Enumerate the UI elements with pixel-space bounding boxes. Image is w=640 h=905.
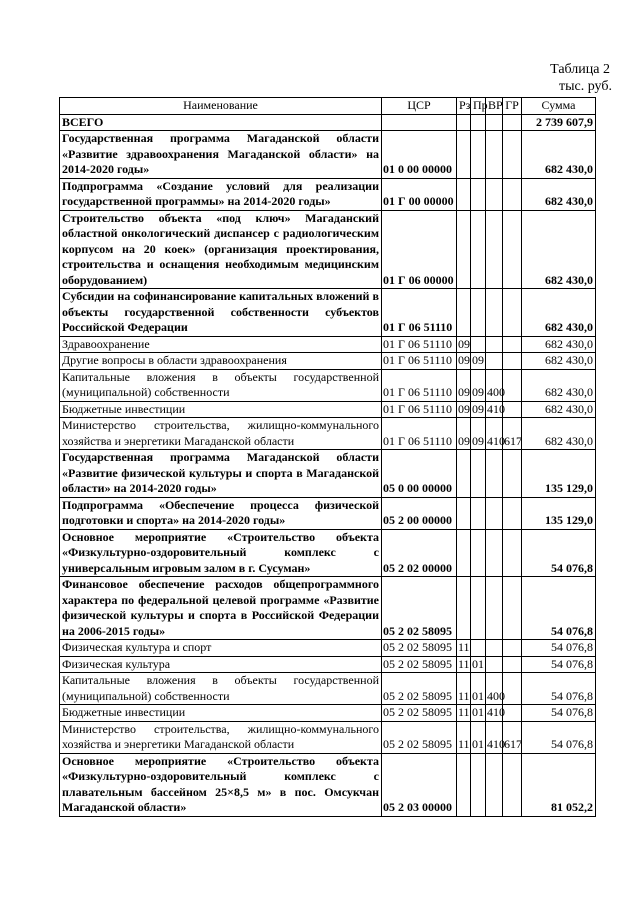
row-name: Бюджетные инвестиции bbox=[60, 705, 382, 722]
row-csr: 05 2 02 58095 bbox=[382, 673, 457, 705]
row-gr bbox=[503, 114, 522, 131]
table-row bbox=[60, 369, 596, 401]
row-rz: 09 bbox=[457, 369, 471, 401]
row-sum: 682 430,0 bbox=[522, 210, 596, 289]
row-name: Государственная программа Магаданской области «Развитие здравоохранения Магаданской области» на 2014-2020 годы» bbox=[60, 131, 382, 179]
row-csr: 01 Г 06 51110 bbox=[382, 418, 457, 450]
row-name: Министерство строительства, жилищно-коммунального хозяйства и энергетики Магаданской области bbox=[60, 721, 382, 753]
row-name: Строительство объекта «под ключ» Магаданский областной онкологический диспансер с радиологическим корпусом на 20 коек» (организация проектирования, строительства и оснащения необходимым медицинским оборудованием) bbox=[60, 210, 382, 289]
row-gr bbox=[503, 210, 522, 289]
row-vr bbox=[486, 353, 503, 370]
row-vr bbox=[486, 210, 503, 289]
row-name: Бюджетные инвестиции bbox=[60, 401, 382, 418]
row-pr: 09 bbox=[471, 369, 486, 401]
row-csr: 01 Г 06 00000 bbox=[382, 210, 457, 289]
table-row bbox=[60, 178, 596, 210]
row-pr bbox=[471, 753, 486, 816]
row-sum: 682 430,0 bbox=[522, 418, 596, 450]
row-vr bbox=[486, 131, 503, 179]
row-sum: 81 052,2 bbox=[522, 753, 596, 816]
row-vr bbox=[486, 577, 503, 640]
row-csr: 01 Г 00 00000 bbox=[382, 178, 457, 210]
row-csr: 05 2 02 58095 bbox=[382, 721, 457, 753]
row-csr: 01 Г 06 51110 bbox=[382, 336, 457, 353]
row-sum: 682 430,0 bbox=[522, 401, 596, 418]
row-vr bbox=[486, 529, 503, 577]
row-pr bbox=[471, 529, 486, 577]
row-rz bbox=[457, 210, 471, 289]
row-name: Основное мероприятие «Строительство объекта «Физкультурно-оздоровительный комплекс с плавательным бассейном 25×8,5 м» в пос. Омсукчан Магаданской области» bbox=[60, 753, 382, 816]
row-rz bbox=[457, 753, 471, 816]
row-name: Физическая культура и спорт bbox=[60, 640, 382, 657]
row-vr bbox=[486, 178, 503, 210]
row-csr: 05 2 03 00000 bbox=[382, 753, 457, 816]
row-vr bbox=[486, 114, 503, 131]
row-csr bbox=[382, 114, 457, 131]
row-name: Субсидии на софинансирование капитальных вложений в объекты государственной собственности субъектов Российской Федерации bbox=[60, 289, 382, 337]
row-rz: 11 bbox=[458, 656, 470, 671]
table-row bbox=[60, 401, 596, 418]
row-gr bbox=[503, 640, 522, 657]
row-sum: 682 430,0 bbox=[522, 178, 596, 210]
row-csr: 01 Г 06 51110 bbox=[382, 401, 457, 418]
row-vr: 400 bbox=[486, 369, 503, 401]
table-row bbox=[60, 529, 596, 577]
row-gr bbox=[503, 450, 522, 498]
row-vr bbox=[486, 656, 503, 673]
row-pr bbox=[471, 289, 486, 337]
table-row bbox=[60, 673, 596, 705]
row-pr bbox=[471, 336, 486, 353]
row-sum: 54 076,8 bbox=[522, 721, 596, 753]
row-sum: 54 076,8 bbox=[522, 640, 596, 657]
row-pr bbox=[471, 178, 486, 210]
table-row bbox=[60, 497, 596, 529]
row-gr bbox=[503, 497, 522, 529]
row-vr: 410 bbox=[486, 418, 503, 450]
header-sum: Сумма bbox=[522, 98, 596, 115]
row-csr: 05 2 02 58095 bbox=[382, 705, 457, 722]
row-gr: 617 bbox=[503, 418, 522, 450]
row-sum: 135 129,0 bbox=[522, 450, 596, 498]
row-name: ВСЕГО bbox=[60, 114, 382, 131]
row-rz: 09 bbox=[458, 353, 470, 367]
row-sum: 682 430,0 bbox=[522, 131, 596, 179]
row-rz bbox=[457, 114, 471, 131]
row-rz: 11 bbox=[457, 721, 471, 753]
row-pr bbox=[471, 577, 486, 640]
row-gr bbox=[503, 705, 522, 722]
row-rz: 09 bbox=[457, 418, 471, 450]
row-vr bbox=[486, 640, 503, 657]
table-row bbox=[60, 705, 596, 722]
header-csr: ЦСР bbox=[382, 98, 457, 115]
row-name: Финансовое обеспечение расходов общепрограммного характера по федеральной целевой программе «Развитие физической культуры и спорта в Российской Федерации на 2006-2015 годы» bbox=[60, 577, 382, 640]
table-row bbox=[60, 450, 596, 498]
row-rz bbox=[457, 131, 471, 179]
row-pr bbox=[471, 450, 486, 498]
row-sum: 682 430,0 bbox=[522, 353, 596, 370]
row-pr bbox=[471, 640, 486, 657]
table-row bbox=[60, 131, 596, 179]
row-rz: 09 bbox=[458, 336, 470, 351]
row-pr bbox=[471, 210, 486, 289]
row-csr: 05 2 02 00000 bbox=[382, 529, 457, 577]
header-gr: ГР bbox=[503, 98, 522, 115]
row-pr bbox=[471, 497, 486, 529]
row-pr: 01 bbox=[471, 673, 486, 705]
row-gr bbox=[503, 401, 522, 418]
table-row bbox=[60, 577, 596, 640]
row-csr: 05 2 02 58095 bbox=[382, 577, 457, 640]
header-rz: Рз bbox=[457, 98, 471, 115]
row-sum: 682 430,0 bbox=[522, 369, 596, 401]
row-pr: 09 bbox=[472, 353, 484, 367]
row-gr: 617 bbox=[503, 721, 522, 753]
row-name: Подпрограмма «Создание условий для реализации государственной программы» на 2014-2020 годы» bbox=[60, 178, 382, 210]
row-sum: 682 430,0 bbox=[522, 336, 596, 353]
row-name: Физическая культура bbox=[60, 656, 382, 673]
row-vr bbox=[486, 753, 503, 816]
row-gr bbox=[503, 529, 522, 577]
row-vr: 410 bbox=[487, 705, 505, 719]
row-csr: 05 2 00 00000 bbox=[382, 497, 457, 529]
row-rz: 11 bbox=[458, 705, 470, 719]
row-vr bbox=[486, 336, 503, 353]
row-gr bbox=[503, 369, 522, 401]
row-pr: 01 bbox=[471, 721, 486, 753]
row-name: Здравоохранение bbox=[60, 336, 382, 353]
header-pr: Пр bbox=[471, 98, 486, 115]
row-csr: 01 Г 06 51110 bbox=[382, 369, 457, 401]
row-rz: 11 bbox=[458, 640, 470, 654]
row-gr bbox=[503, 753, 522, 816]
row-pr: 09 bbox=[472, 401, 484, 416]
row-rz: 11 bbox=[457, 673, 471, 705]
budget-table bbox=[59, 97, 596, 817]
table-row bbox=[60, 640, 596, 657]
row-csr: 05 2 02 58095 bbox=[382, 656, 457, 673]
row-csr: 05 0 00 00000 bbox=[382, 450, 457, 498]
row-vr: 400 bbox=[486, 673, 503, 705]
row-csr: 01 Г 06 51110 bbox=[382, 353, 457, 370]
table-row bbox=[60, 353, 596, 370]
row-vr bbox=[486, 497, 503, 529]
row-vr: 410 bbox=[487, 401, 505, 416]
row-sum: 682 430,0 bbox=[522, 289, 596, 337]
header-name: Наименование bbox=[60, 98, 382, 115]
row-pr bbox=[471, 131, 486, 179]
row-rz bbox=[457, 450, 471, 498]
row-name: Подпрограмма «Обеспечение процесса физической подготовки и спорта» на 2014-2020 годы» bbox=[60, 497, 382, 529]
row-rz: 09 bbox=[458, 401, 470, 416]
table-label: Таблица 2 bbox=[550, 62, 610, 77]
row-gr bbox=[503, 673, 522, 705]
table-row bbox=[60, 114, 596, 131]
row-vr bbox=[486, 450, 503, 498]
row-gr bbox=[503, 656, 522, 673]
table-row bbox=[60, 289, 596, 337]
row-gr bbox=[503, 131, 522, 179]
row-gr bbox=[503, 336, 522, 353]
row-sum: 54 076,8 bbox=[522, 529, 596, 577]
row-name: Основное мероприятие «Строительство объекта «Физкультурно-оздоровительный комплекс с универсальным игровым залом в г. Сусуман» bbox=[60, 529, 382, 577]
row-name: Капитальные вложения в объекты государственной (муниципальной) собственности bbox=[60, 673, 382, 705]
row-name: Капитальные вложения в объекты государственной (муниципальной) собственности bbox=[60, 369, 382, 401]
row-pr: 01 bbox=[472, 705, 484, 719]
row-gr bbox=[503, 289, 522, 337]
row-vr bbox=[486, 289, 503, 337]
row-csr: 01 0 00 00000 bbox=[382, 131, 457, 179]
row-rz bbox=[457, 529, 471, 577]
row-sum: 54 076,8 bbox=[522, 577, 596, 640]
row-sum: 54 076,8 bbox=[522, 705, 596, 722]
row-sum: 2 739 607,9 bbox=[522, 114, 596, 131]
row-sum: 54 076,8 bbox=[522, 656, 596, 673]
row-csr: 05 2 02 58095 bbox=[382, 640, 457, 657]
units-label: тыс. руб. bbox=[559, 79, 612, 94]
table-row bbox=[60, 336, 596, 353]
row-pr: 01 bbox=[472, 656, 484, 671]
row-rz bbox=[457, 178, 471, 210]
row-rz bbox=[457, 577, 471, 640]
row-pr bbox=[471, 114, 486, 131]
table-row bbox=[60, 753, 596, 816]
row-rz bbox=[457, 289, 471, 337]
row-sum: 54 076,8 bbox=[522, 673, 596, 705]
row-name: Государственная программа Магаданской области «Развитие физической культуры и спорта в Магаданской области» на 2014-2020 годы» bbox=[60, 450, 382, 498]
table-row bbox=[60, 721, 596, 753]
row-sum: 135 129,0 bbox=[522, 497, 596, 529]
table-row bbox=[60, 210, 596, 289]
table-row bbox=[60, 418, 596, 450]
table-header-row bbox=[60, 98, 596, 115]
row-gr bbox=[503, 353, 522, 370]
row-vr: 410 bbox=[486, 721, 503, 753]
row-name: Министерство строительства, жилищно-коммунального хозяйства и энергетики Магаданской области bbox=[60, 418, 382, 450]
row-gr bbox=[503, 577, 522, 640]
row-pr: 09 bbox=[471, 418, 486, 450]
row-gr bbox=[503, 178, 522, 210]
row-rz bbox=[457, 497, 471, 529]
row-name: Другие вопросы в области здравоохранения bbox=[60, 353, 382, 370]
header-vr: ВР bbox=[486, 98, 503, 115]
row-csr: 01 Г 06 51110 bbox=[382, 289, 457, 337]
table-row bbox=[60, 656, 596, 673]
